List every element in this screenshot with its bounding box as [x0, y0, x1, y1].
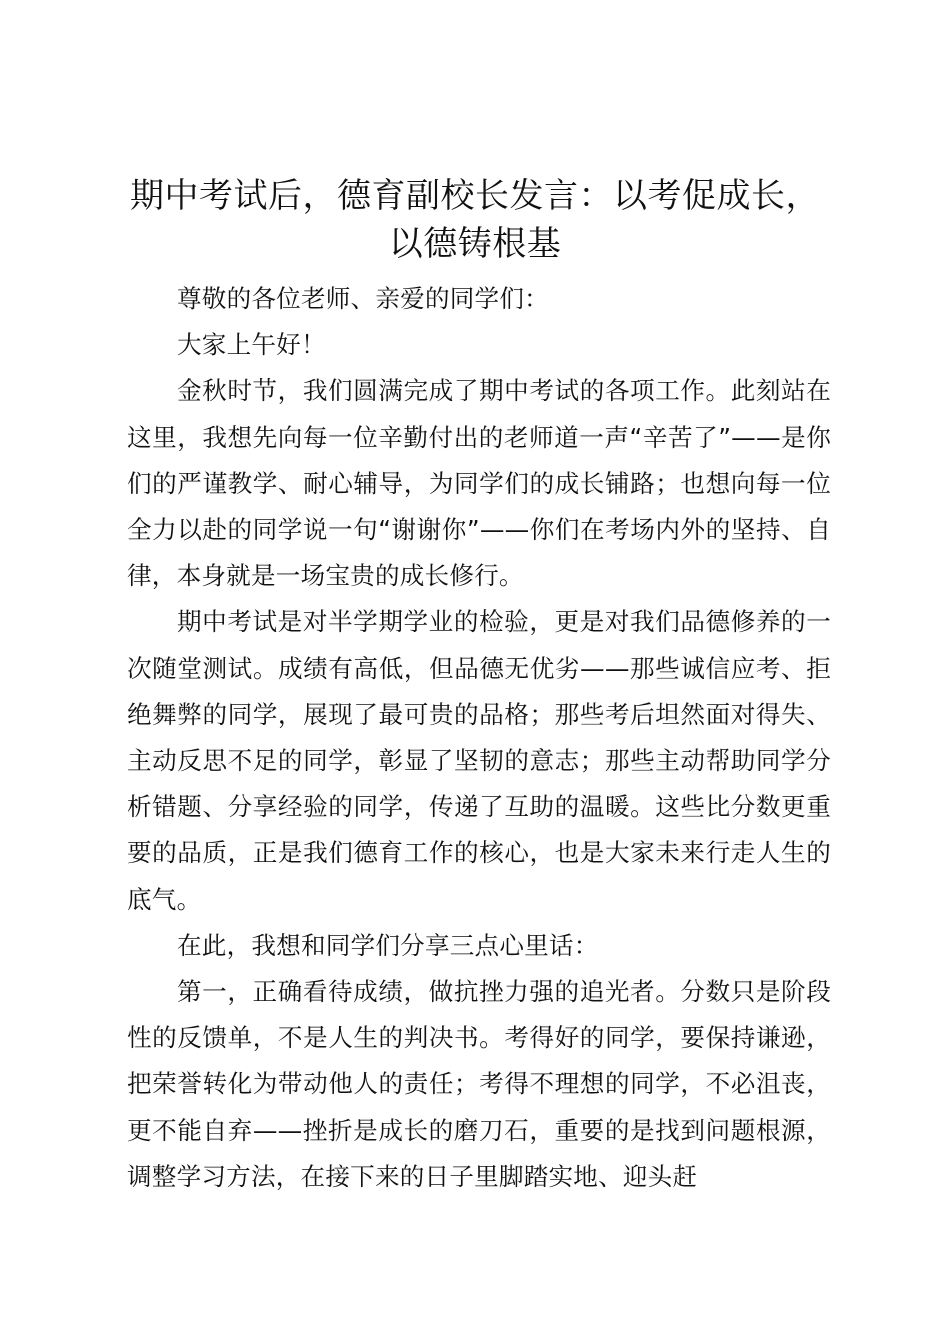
- document-title: [120, 172, 830, 268]
- body-paragraph: 在此，我想和同学们分享三点心里话：: [177, 930, 599, 960]
- salutation-paragraph: 尊敬的各位老师、亲爱的同学们：: [177, 284, 549, 313]
- greeting-paragraph: 大家上午好！: [177, 330, 326, 360]
- body-paragraph: 金秋时节，我们圆满完成了期中考试的各项工作。此刻站在这里，我想先向每一位辛勤付出的老师道一声“辛苦了”——是你们的严谨教学、耐心辅导，为同学们的成长铺路；也想向每一位全力以赴的同学说一句“谢谢你”——你们在考场内外的坚持、自律，本身就是一场宝贵的成长修行。: [127, 376, 831, 591]
- title-line-1: 期中考试后，德育副校长发言：以考促成长，: [130, 176, 820, 216]
- body-paragraph: 期中考试是对半学期学业的检验，更是对我们品德修养的一次随堂测试。成绩有高低，但品德无优劣——那些诚信应考、拒绝舞弊的同学，展现了最可贵的品格；那些考后坦然面对得失、主动反思不足的同学，彰显了坚韧的意志；那些主动帮助同学分析错题、分享经验的同学，传递了互助的温暖。这些比分数更重要的品质，正是我们德育工作的核心，也是大家未来行走人生的底气。: [127, 607, 831, 914]
- title-line-2: 以德铸根基: [388, 224, 562, 264]
- body-paragraph: 第一，正确看待成绩，做抗挫力强的追光者。分数只是阶段性的反馈单，不是人生的判决书。考得好的同学，要保持谦逊，把荣誉转化为带动他人的责任；考得不理想的同学，不必沮丧，更不能自弃——挫折是成长的磨刀石，重要的是找到问题根源，调整学习方法，在接下来的日子里脚踏实地、迎头赶: [127, 977, 831, 1191]
- document-body: [127, 276, 831, 1200]
